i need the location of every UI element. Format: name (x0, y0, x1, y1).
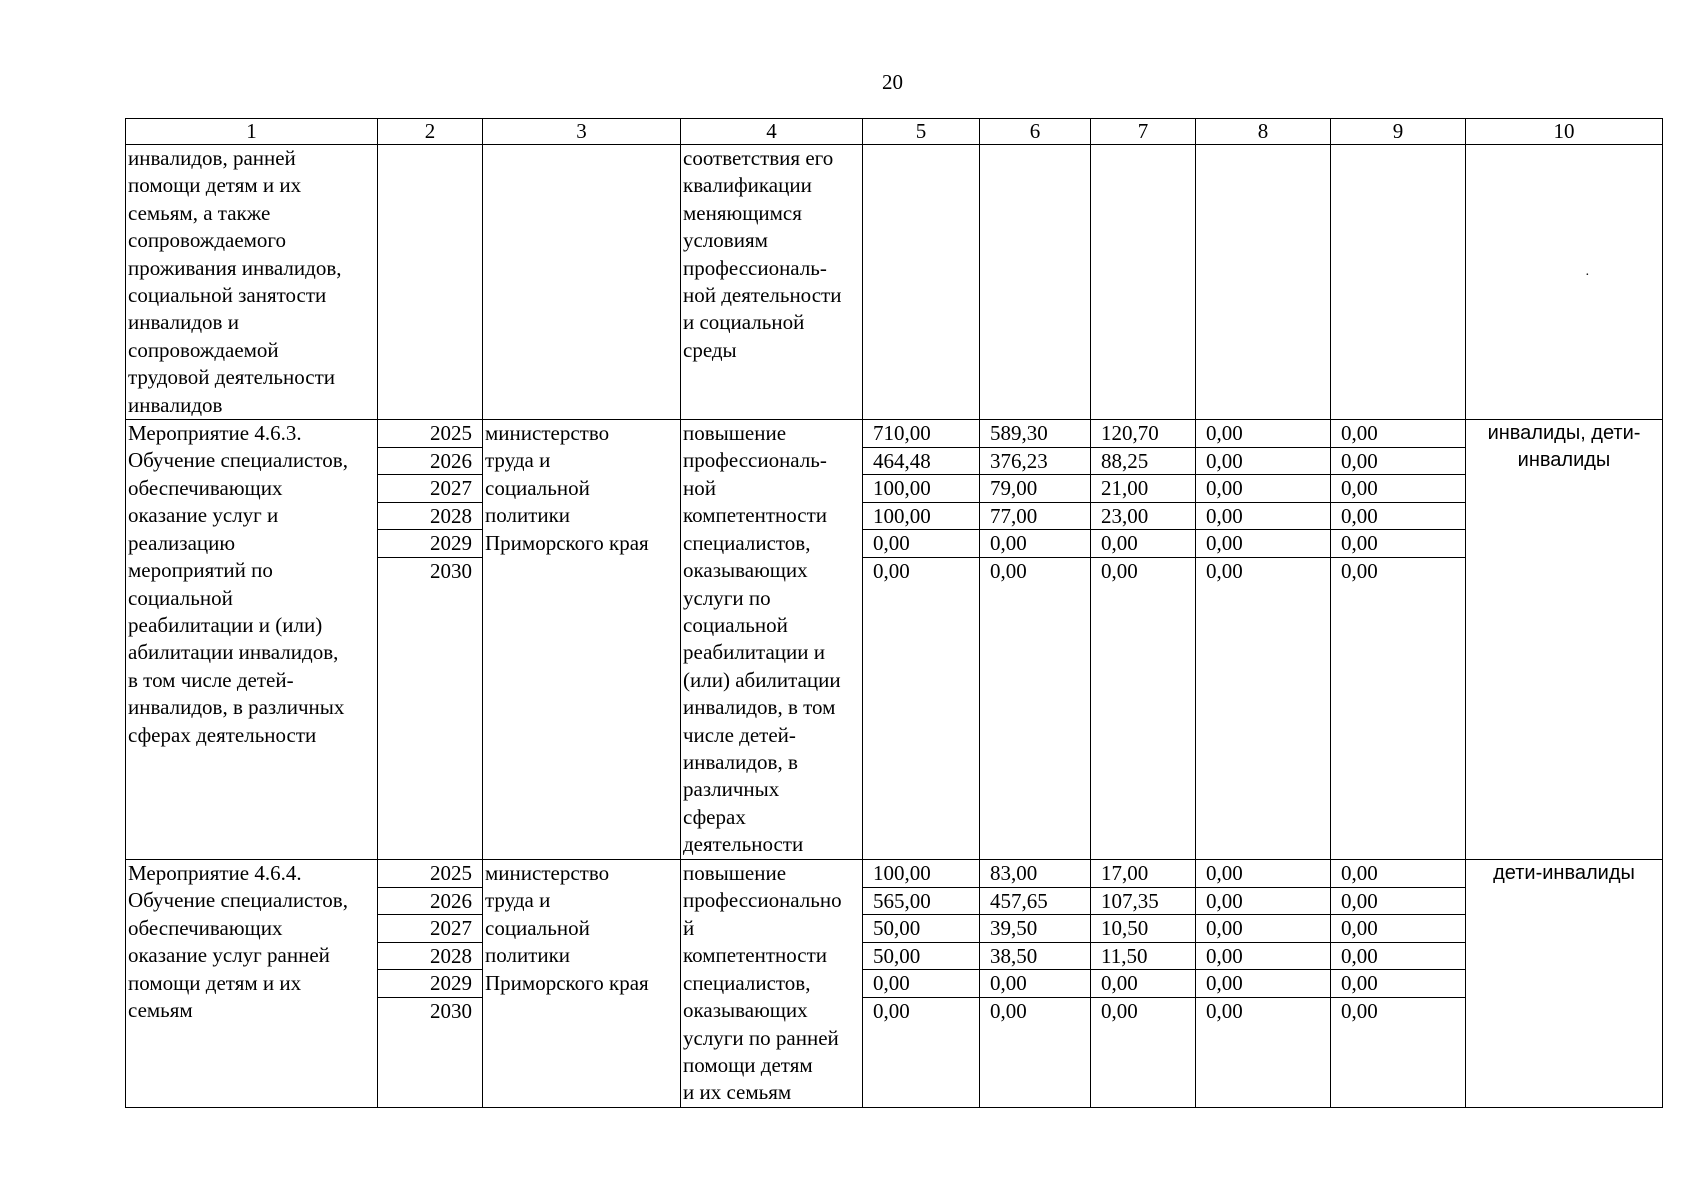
col-header: 2 (378, 119, 483, 145)
amount: 0,00 (990, 558, 1027, 583)
amount: 0,00 (1091, 530, 1195, 558)
amount: 0,00 (1196, 942, 1330, 970)
amount: 50,00 (863, 942, 979, 970)
amount: 0,00 (1341, 558, 1378, 583)
col-header: 9 (1331, 119, 1466, 145)
amount: 0,00 (1196, 887, 1330, 915)
amount: 23,00 (1091, 502, 1195, 530)
amount: 100,00 (863, 860, 979, 887)
cell-value (1331, 145, 1466, 420)
year-value: 2026 (378, 887, 482, 915)
year-value: 2027 (378, 475, 482, 503)
cell-value (980, 145, 1091, 420)
amount: 38,50 (980, 942, 1090, 970)
amount: 0,00 (1331, 860, 1465, 887)
cell-value (1091, 145, 1196, 420)
amount: 0,00 (1196, 420, 1330, 447)
page-number: 20 (882, 70, 903, 94)
year-value: 2028 (378, 502, 482, 530)
cell-years (378, 145, 483, 420)
table-row (126, 420, 1663, 860)
amount: 464,48 (863, 447, 979, 475)
cell-values-col8 (1196, 420, 1331, 860)
col-header: 1 (126, 119, 378, 145)
col-header: 10 (1466, 119, 1663, 145)
amount: 0,00 (1341, 998, 1378, 1023)
cell-value (1196, 145, 1331, 420)
amount: 79,00 (980, 475, 1090, 503)
amount: 120,70 (1091, 420, 1195, 447)
amount: 0,00 (1091, 970, 1195, 998)
year-value: 2030 (430, 998, 472, 1023)
cell-result: повышение профессионально й компетентности специалистов, оказывающих услуги по ранней помощи детям и их семьям (681, 860, 863, 1108)
cell-target-group: дети-инвалиды (1466, 860, 1663, 1108)
header-row (126, 119, 1663, 145)
amount: 0,00 (1196, 447, 1330, 475)
amount: 0,00 (1101, 558, 1138, 583)
amount: 0,00 (1206, 998, 1243, 1023)
year-value: 2028 (378, 942, 482, 970)
amount: 376,23 (980, 447, 1090, 475)
col-header: 4 (681, 119, 863, 145)
amount: 11,50 (1091, 942, 1195, 970)
cell-executor (483, 145, 681, 420)
cell-values-col9 (1331, 420, 1466, 860)
cell-values-col5 (863, 860, 980, 1108)
amount: 0,00 (1331, 420, 1465, 447)
cell-target-group (1466, 145, 1663, 420)
amount: 0,00 (1196, 475, 1330, 503)
amount: 0,00 (1331, 915, 1465, 943)
amount: 39,50 (980, 915, 1090, 943)
amount: 0,00 (1196, 915, 1330, 943)
year-value: 2026 (378, 447, 482, 475)
cell-values-col9 (1331, 860, 1466, 1108)
col-header: 7 (1091, 119, 1196, 145)
amount: 0,00 (873, 558, 910, 583)
year-value: 2029 (378, 530, 482, 558)
amount: 0,00 (1206, 558, 1243, 583)
cell-result: соответствия его квалификации меняющимся условиям профессиональ- ной деятельности и социальной среды (681, 145, 863, 420)
cell-values-col5 (863, 420, 980, 860)
amount: 710,00 (863, 420, 979, 447)
amount: 0,00 (1331, 502, 1465, 530)
amount: 0,00 (1331, 887, 1465, 915)
table-row (126, 860, 1663, 1108)
cell-years (378, 420, 483, 860)
amount: 565,00 (863, 887, 979, 915)
amount: 0,00 (863, 530, 979, 558)
amount: 589,30 (980, 420, 1090, 447)
cell-years (378, 860, 483, 1108)
amount: 10,50 (1091, 915, 1195, 943)
year-value: 2025 (378, 420, 482, 447)
amount: 0,00 (1331, 475, 1465, 503)
col-header: 3 (483, 119, 681, 145)
amount: 0,00 (863, 970, 979, 998)
cell-values-col7 (1091, 860, 1196, 1108)
amount: 0,00 (980, 970, 1090, 998)
cell-executor: министерство труда и социальной политики Приморского края (483, 860, 681, 1108)
cell-values-col8 (1196, 860, 1331, 1108)
amount: 0,00 (1331, 447, 1465, 475)
amount: 21,00 (1091, 475, 1195, 503)
amount: 0,00 (873, 998, 910, 1023)
amount: 0,00 (1331, 942, 1465, 970)
amount: 0,00 (1196, 970, 1330, 998)
program-table (125, 118, 1663, 1108)
amount: 0,00 (1331, 530, 1465, 558)
col-header: 6 (980, 119, 1091, 145)
cell-value (863, 145, 980, 420)
cell-result: повышение профессиональ- ной компетентности специалистов, оказывающих услуги по социальной реабилитации и (или) абилитации инвалидов, в том числе детей- инвалидов, в различных сферах деятельности (681, 420, 863, 860)
year-value: 2025 (378, 860, 482, 887)
amount: 107,35 (1091, 887, 1195, 915)
amount: 457,65 (980, 887, 1090, 915)
amount: 100,00 (863, 502, 979, 530)
amount: 0,00 (990, 998, 1027, 1023)
cell-values-col6 (980, 860, 1091, 1108)
cell-values-col7 (1091, 420, 1196, 860)
amount: 50,00 (863, 915, 979, 943)
stray-mark: · (1585, 268, 1590, 283)
year-value: 2027 (378, 915, 482, 943)
year-value: 2029 (378, 970, 482, 998)
amount: 83,00 (980, 860, 1090, 887)
cell-measure: Мероприятие 4.6.3. Обучение специалистов, обеспечивающих оказание услуг и реализацию мероприятий по социальной реабилитации и (или) абилитации инвалидов, в том числе детей- инвалидов, в различных сферах деятельности (126, 420, 378, 860)
amount: 0,00 (1196, 860, 1330, 887)
cell-measure: инвалидов, ранней помощи детям и их семьям, а также сопровождаемого проживания инвалидов, социальной занятости инвалидов и сопровождаемой трудовой деятельности инвалидов (126, 145, 378, 420)
amount: 0,00 (1101, 998, 1138, 1023)
year-value: 2030 (430, 558, 472, 583)
cell-executor: министерство труда и социальной политики Приморского края (483, 420, 681, 860)
amount: 100,00 (863, 475, 979, 503)
amount: 17,00 (1091, 860, 1195, 887)
amount: 0,00 (1196, 502, 1330, 530)
table-row (126, 145, 1663, 420)
col-header: 5 (863, 119, 980, 145)
amount: 0,00 (1331, 970, 1465, 998)
col-header: 8 (1196, 119, 1331, 145)
cell-measure: Мероприятие 4.6.4. Обучение специалистов, обеспечивающих оказание услуг ранней помощи детям и их семьям (126, 860, 378, 1108)
amount: 0,00 (980, 530, 1090, 558)
cell-values-col6 (980, 420, 1091, 860)
amount: 0,00 (1196, 530, 1330, 558)
amount: 88,25 (1091, 447, 1195, 475)
amount: 77,00 (980, 502, 1090, 530)
cell-target-group: инвалиды, дети- инвалиды (1466, 420, 1663, 860)
